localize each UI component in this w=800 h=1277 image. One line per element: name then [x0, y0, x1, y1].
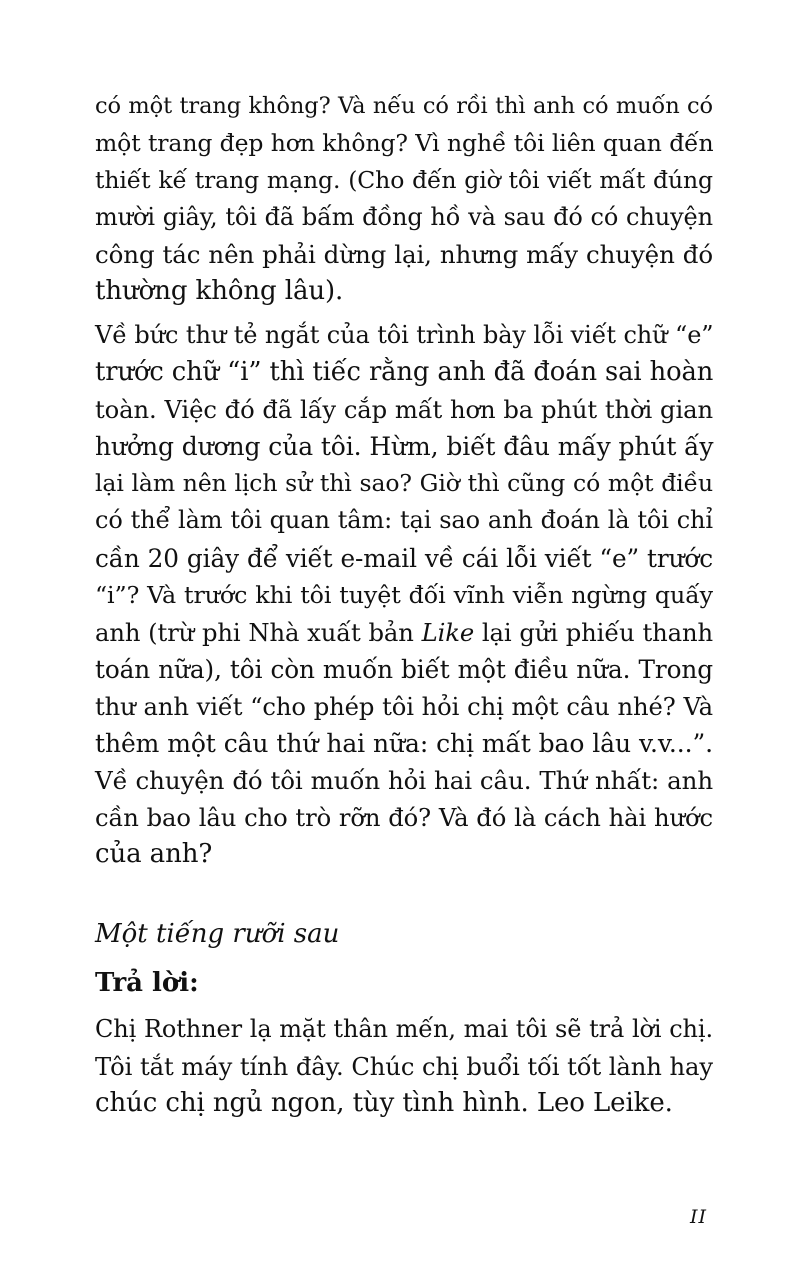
paragraph-3 [95, 1011, 713, 1122]
text-line [95, 614, 713, 651]
publisher-name: Like [421, 617, 475, 647]
text-line: công tác nên phải dừng lại, nhưng mấy chuyện đó [95, 240, 713, 270]
text-line: hưởng dương của tôi. Hừm, biết đâu mấy phút ấy [95, 432, 714, 462]
text-line: chúc chị ngủ ngon, tùy tình hình. Leo Leike. [95, 1088, 673, 1119]
paragraph-2 [95, 317, 713, 873]
text-segment: lại gửi phiếu thanh [474, 617, 714, 647]
text-line: toàn. Việc đó đã lấy cắp mất hơn ba phút thời gian [95, 395, 713, 425]
text-line: lại làm nên lịch sử thì sao? Giờ thì cũng có một điều [95, 469, 713, 498]
text-line: cần 20 giây để viết e-mail về cái lỗi viết “e” trước [95, 543, 713, 573]
text-line: thư anh viết “cho phép tôi hỏi chị một câu nhé? Và [95, 691, 713, 721]
text-line: một trang đẹp hơn không? Vì nghề tôi liên quan đến [95, 129, 714, 158]
text-line: thiết kế trang mạng. (Cho đến giờ tôi viết mất đúng [95, 166, 713, 195]
text-line: có thể làm tôi quan tâm: tại sao anh đoán là tôi chỉ [95, 506, 713, 535]
reply-label: Trả lời: [95, 968, 199, 998]
text-line: Về bức thư tẻ ngắt của tôi trình bày lỗi viết chữ “e” [95, 321, 714, 349]
text-line: của anh? [95, 839, 213, 870]
timestamp: Một tiếng rưỡi sau [95, 919, 340, 949]
paragraph-1 [95, 88, 713, 311]
text-line: thêm một câu thứ hai nữa: chị mất bao lâu v.v...”. [95, 729, 713, 759]
text-line: cần bao lâu cho trò rỡn đó? Và đó là cách hài hước [95, 803, 713, 833]
page-number: II [690, 1206, 708, 1228]
text-line: có một trang không? Và nếu có rồi thì anh có muốn có [95, 93, 713, 119]
text-line: Tôi tắt máy tính đây. Chúc chị buổi tối tốt lành hay [95, 1052, 713, 1082]
text-line: “i”? Và trước khi tôi tuyệt đối vĩnh viễn ngừng quấy [95, 580, 713, 609]
book-page [95, 88, 715, 1238]
text-line: Chị Rothner lạ mặt thân mến, mai tôi sẽ trả lời chị. [95, 1015, 713, 1043]
text-line: trước chữ “i” thì tiếc rằng anh đã đoán sai hoàn [95, 357, 714, 388]
text-segment: anh (trừ phi Nhà xuất bản [95, 617, 422, 647]
text-line: toán nữa), tôi còn muốn biết một điều nữa. Trong [95, 654, 713, 684]
text-line: Về chuyện đó tôi muốn hỏi hai câu. Thứ nhất: anh [95, 766, 713, 796]
text-line: mười giây, tôi đã bấm đồng hồ và sau đó có chuyện [95, 203, 713, 232]
text-line: thường không lâu). [95, 276, 344, 307]
